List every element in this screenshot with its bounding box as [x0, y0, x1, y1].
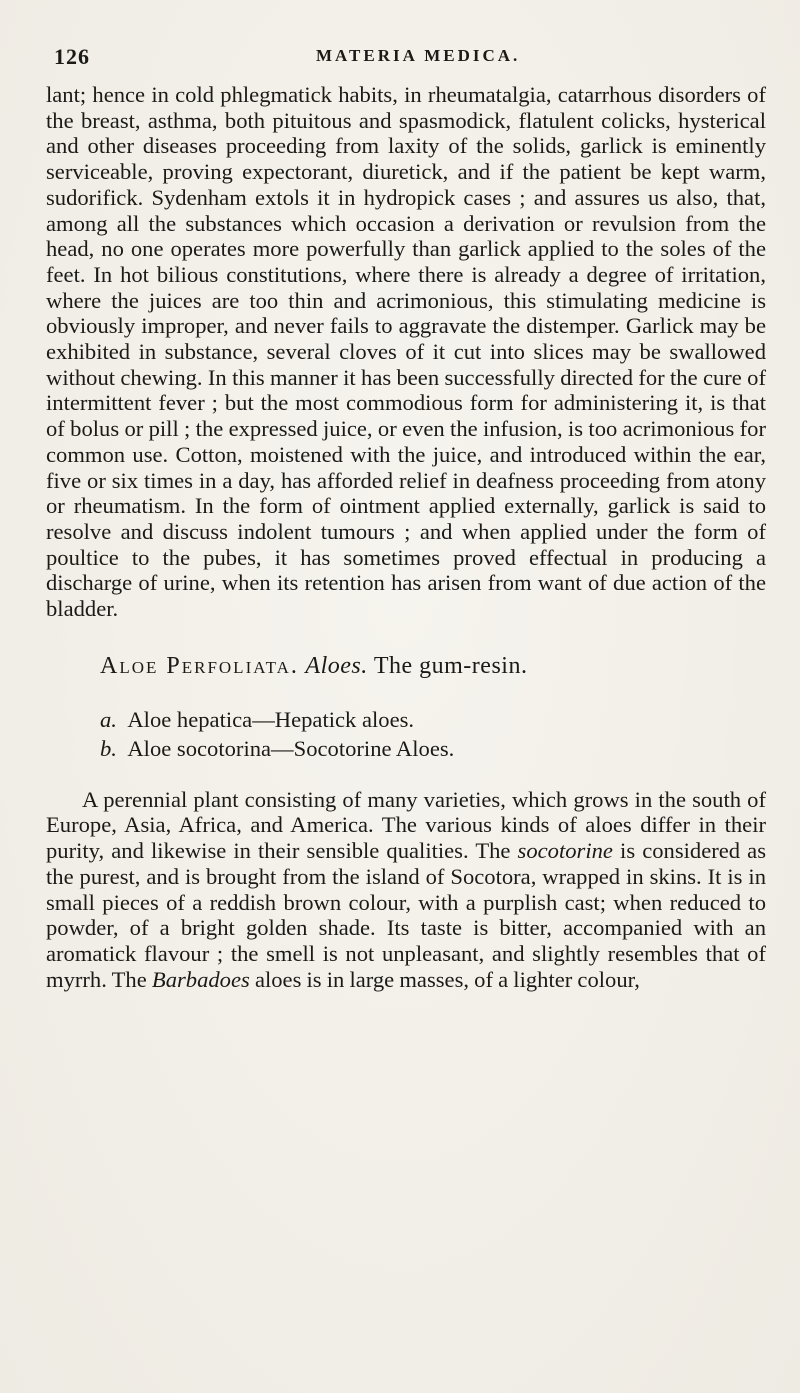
- page-number: 126: [54, 44, 90, 69]
- variety-text: Aloe socotorina—Socotorine Aloes.: [127, 735, 455, 761]
- heading-description: The gum-resin.: [373, 652, 528, 679]
- section-heading: [100, 651, 766, 681]
- list-item: [100, 705, 766, 734]
- heading-latin: Aloes.: [305, 652, 368, 679]
- body-paragraph-aloes: [46, 787, 766, 993]
- running-title: MATERIA MEDICA.: [316, 46, 521, 65]
- description-italic-term: Barbadoes: [151, 966, 250, 992]
- variety-letter: a.: [100, 706, 117, 732]
- heading-name: Aloe Perfoliata.: [100, 652, 299, 679]
- description-text: A perennial plant consisting of many varieties, which grows in the south of Europe, Asia, Africa, and America. The various kinds of aloes differ in their purity, and likewise in their sensible qualities. The: [46, 786, 766, 864]
- variety-letter: b.: [100, 735, 117, 761]
- description-italic-term: socotorine: [517, 838, 613, 864]
- body-paragraph-garlick: lant; hence in cold phlegmatick habits, in rheumatalgia, catarrhous disorders of the breast, asthma, both pituitous and spasmodick, flatulent colicks, hysterical and other diseases proceeding from laxity of the solids, garlick is eminently serviceable, proving expectorant, diuretick, and if the patient be kept warm, sudorifick. Sydenham extols it in hydropick cases ; and assures us also, that, among all the substances which occasion a derivation or revulsion from the head, no one operates more powerfully than garlick applied to the soles of the feet. In hot bilious constitutions, where there is already a degree of irritation, where the juices are too thin and acrimonious, this stimulating medicine is obviously improper, and never fails to aggravate the distemper. Garlick may be exhibited in substance, several cloves of it cut into slices may be swallowed without chewing. In this manner it has been successfully directed for the cure of intermittent fever ; but the most commodious form for administering it, is that of bolus or pill ; the expressed juice, or even the infusion, is too acrimonious for common use. Cotton, moistened with the juice, and introduced within the ear, five or six times in a day, has afforded relief in deafness proceeding from atony or rheumatism. In the form of ointment applied externally, garlick is said to resolve and discuss indolent tumours ; and when applied under the form of poultice to the pubes, it has sometimes proved effectual in producing a discharge of urine, when its retention has arisen from want of due action of the bladder.: [46, 82, 766, 622]
- running-head: [46, 44, 766, 78]
- variety-list: [46, 705, 766, 763]
- variety-text: Aloe hepatica—Hepatick aloes.: [127, 706, 415, 732]
- description-text: is considered as the purest, and is brought from the island of Socotora, wrapped in skins. It is in small pieces of a reddish brown colour, with a purplish cast; when reduced to powder, of a bright golden shade. Its taste is bitter, accompanied with an aromatick flavour ; the smell is not unpleasant, and slightly resembles that of myrrh. The: [46, 838, 766, 992]
- description-text: aloes is in large masses, of a lighter colour,: [249, 966, 640, 992]
- list-item: [100, 734, 766, 763]
